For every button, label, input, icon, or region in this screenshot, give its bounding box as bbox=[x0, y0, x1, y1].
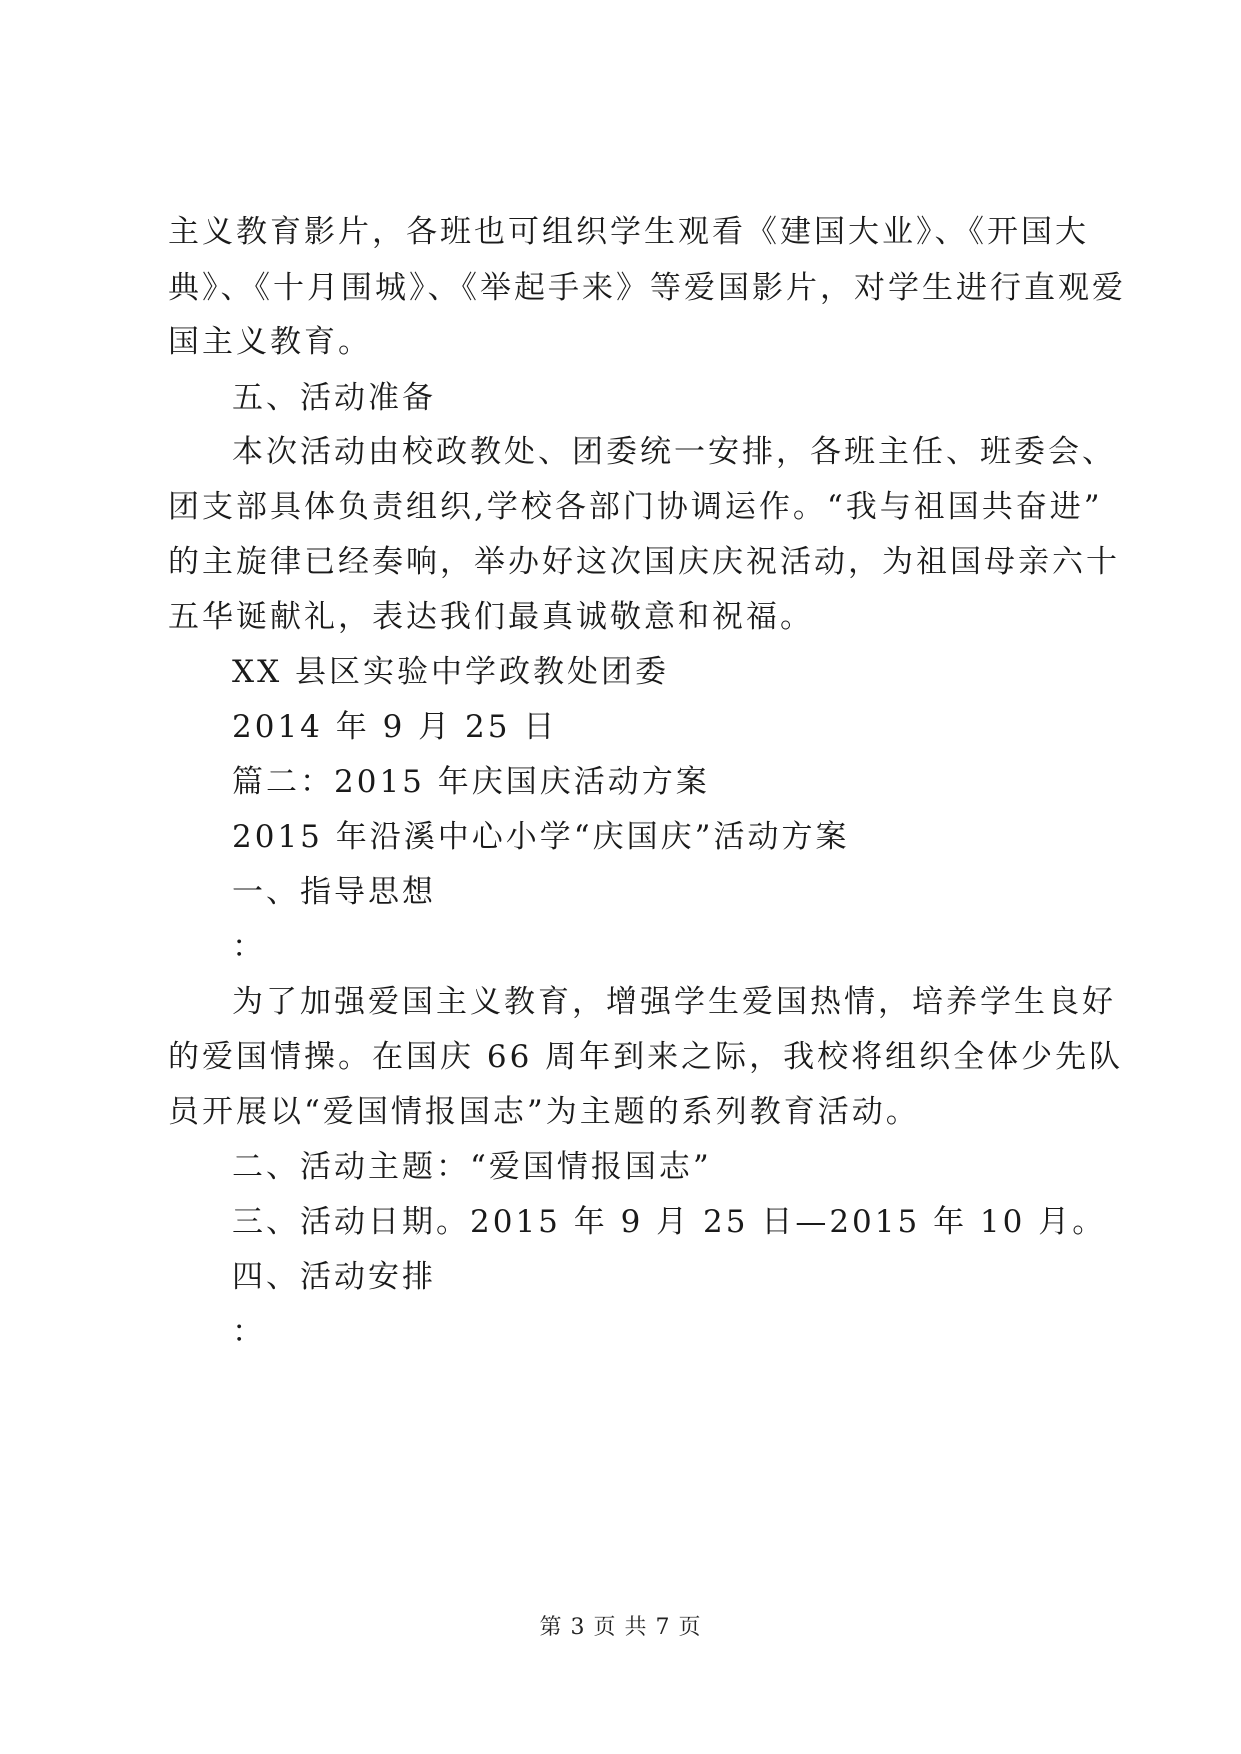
body-line-15: 为了加强爱国主义教育，增强学生爱国热情，培养学生良好 bbox=[232, 984, 1116, 1020]
body-line-1: 主义教育影片，各班也可组织学生观看《建国大业》、《开国大 bbox=[168, 214, 1089, 250]
page-footer: 第 3 页 共 7 页 bbox=[539, 1615, 702, 1640]
body-line-16: 的爱国情操。在国庆 66 周年到来之际，我校将组织全体少先队 bbox=[168, 1039, 1124, 1075]
section-heading-3: 三、活动日期。2015 年 9 月 25 日—2015 年 10 月。 bbox=[232, 1204, 1107, 1240]
body-line-5: 本次活动由校政教处、团委统一安排，各班主任、班委会、 bbox=[232, 434, 1116, 470]
body-line-3: 国主义教育。 bbox=[168, 324, 372, 360]
section-heading-1: 一、指导思想 bbox=[232, 874, 436, 910]
section-heading-2: 二、活动主题：“爱国情报国志” bbox=[232, 1149, 712, 1185]
colon-line-2: ： bbox=[232, 1314, 266, 1350]
section-heading-4: 四、活动安排 bbox=[232, 1259, 436, 1295]
body-line-6: 团支部具体负责组织,学校各部门协调运作。“我与祖国共奋进” bbox=[168, 489, 1103, 525]
part-two-title: 篇二：2015 年庆国庆活动方案 bbox=[232, 764, 710, 800]
body-line-2: 典》、《十月围城》、《举起手来》等爱国影片，对学生进行直观爱 bbox=[168, 270, 1126, 306]
signature-date: 2014 年 9 月 25 日 bbox=[232, 709, 558, 745]
section-heading-5: 五、活动准备 bbox=[232, 380, 436, 416]
body-line-8: 五华诞献礼，表达我们最真诚敬意和祝福。 bbox=[168, 599, 814, 635]
body-line-17: 员开展以“爱国情报国志”为主题的系列教育活动。 bbox=[168, 1094, 920, 1130]
body-line-7: 的主旋律已经奏响，举办好这次国庆庆祝活动，为祖国母亲六十 bbox=[168, 544, 1120, 580]
colon-line-1: ： bbox=[232, 929, 266, 965]
signature-organization: XX 县区实验中学政教处团委 bbox=[232, 654, 669, 690]
plan-title: 2015 年沿溪中心小学“庆国庆”活动方案 bbox=[232, 819, 850, 855]
